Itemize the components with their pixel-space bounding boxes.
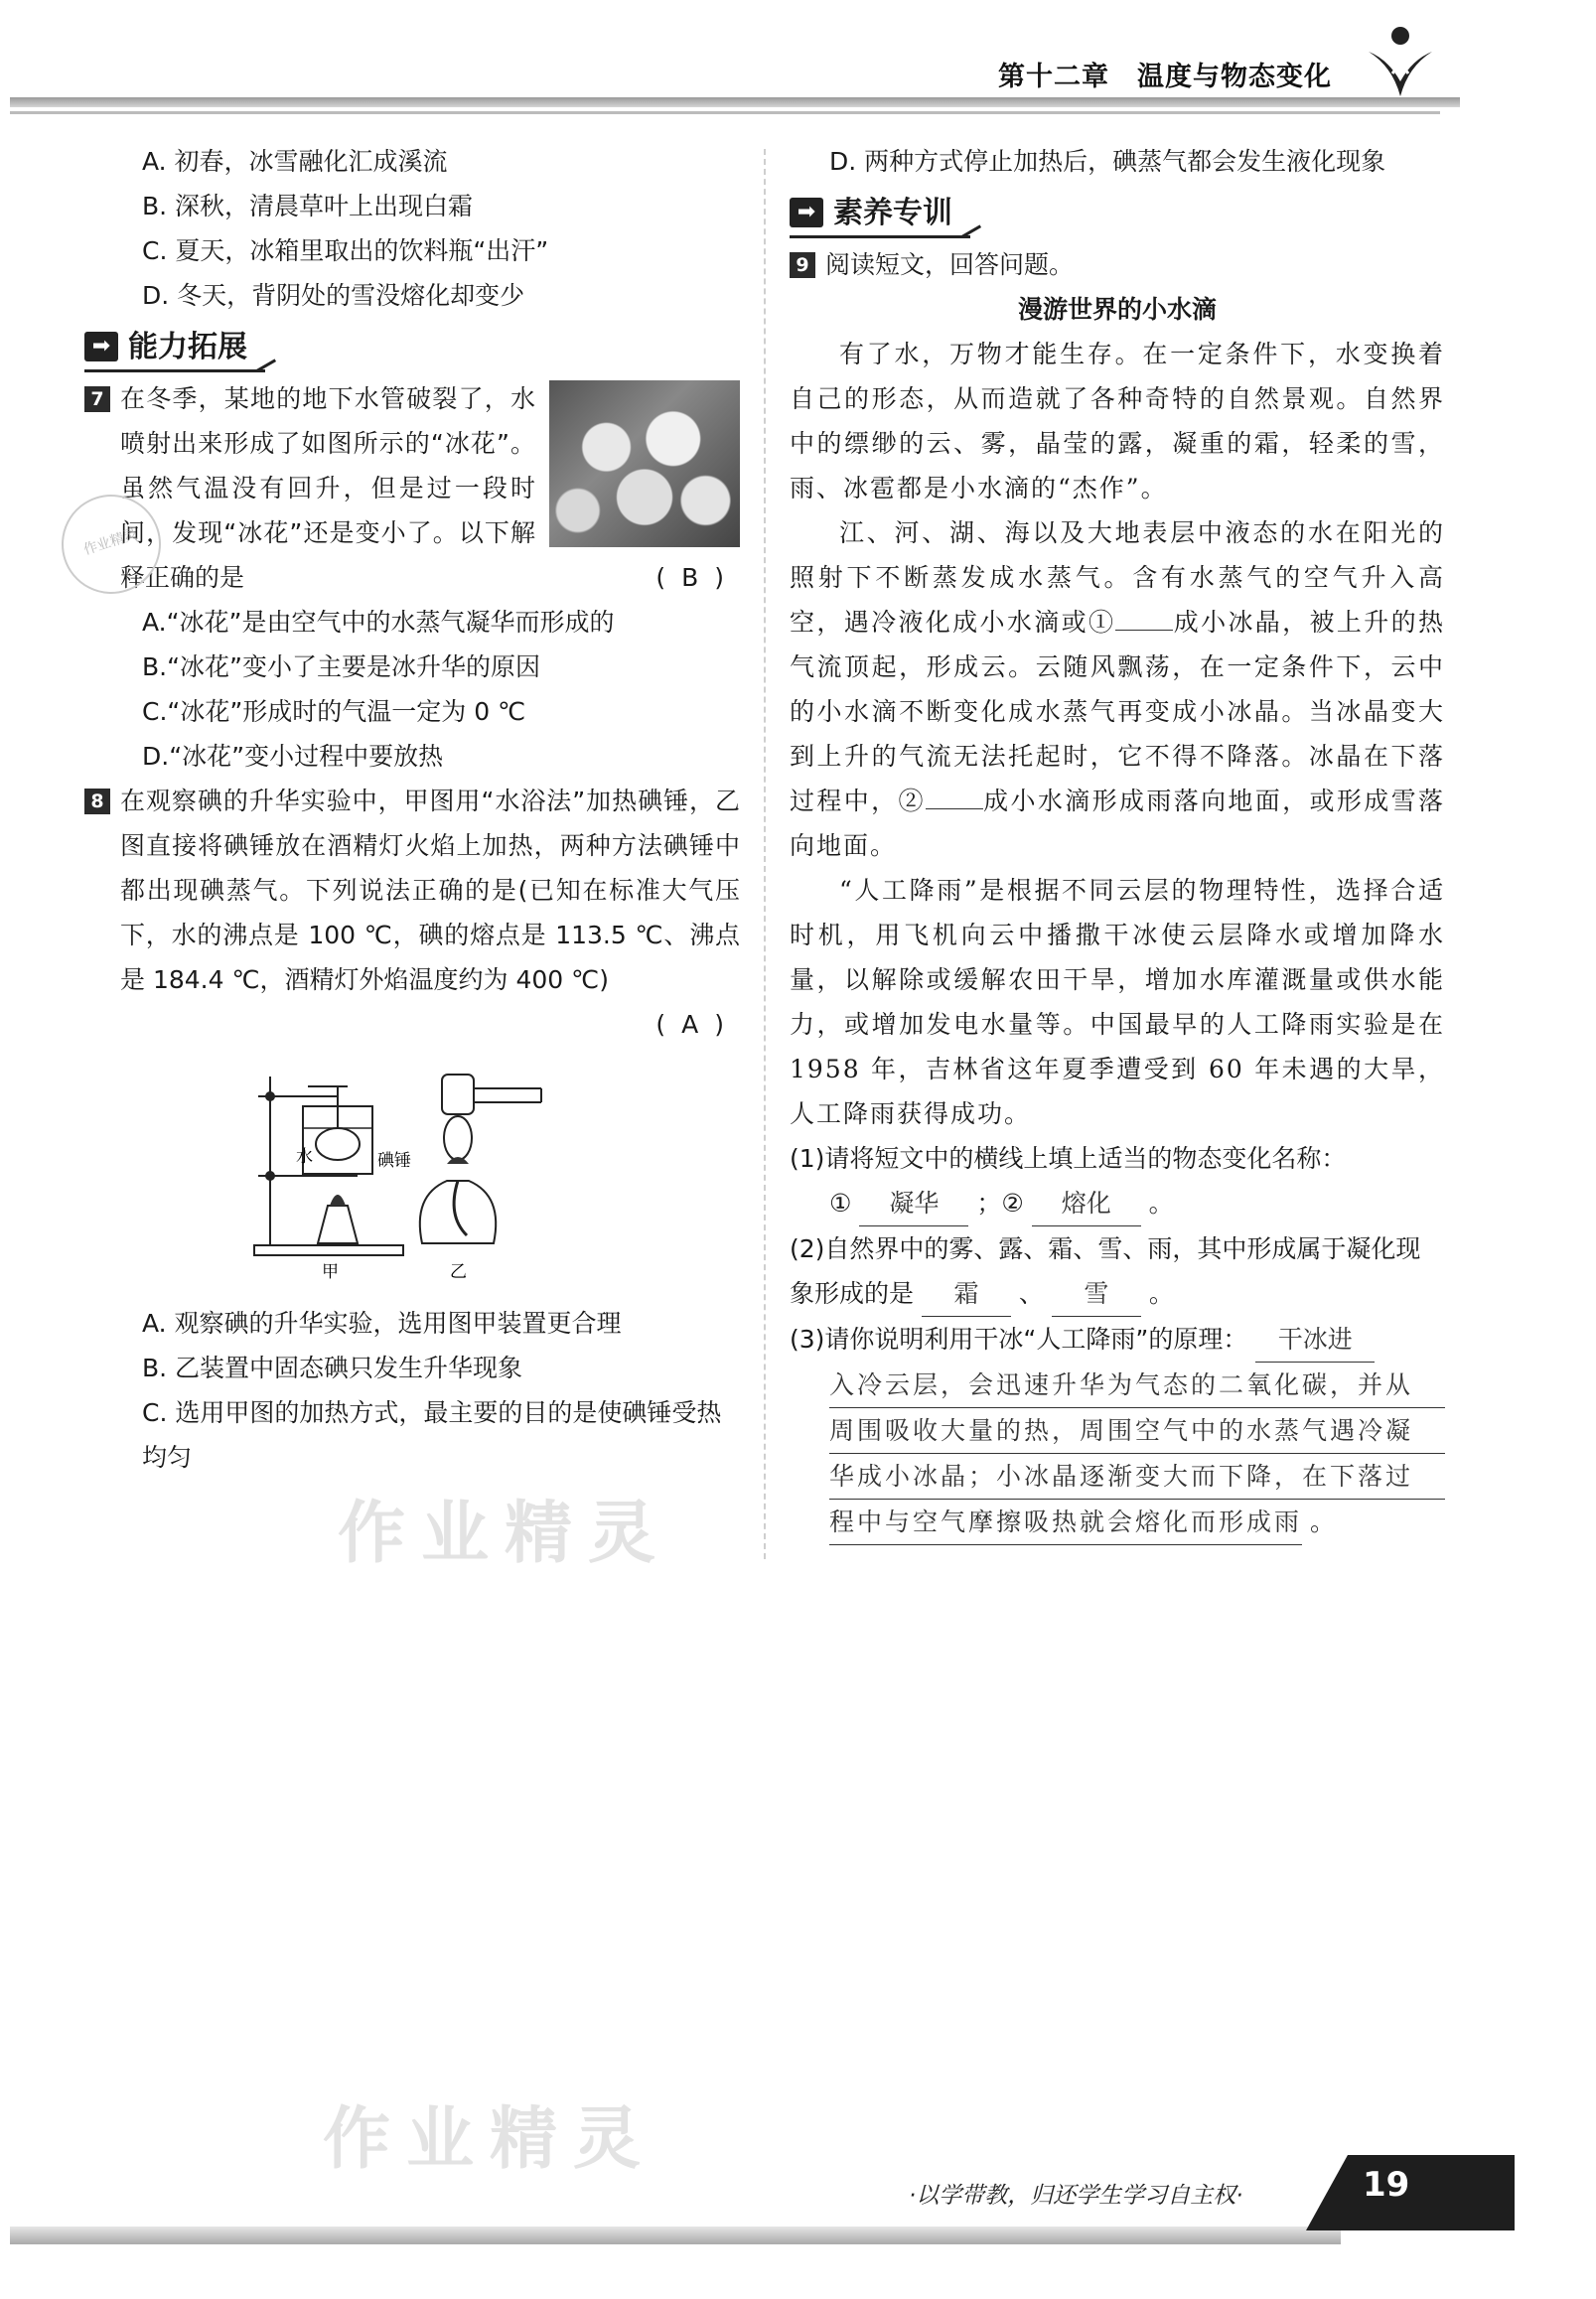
caption-a: 甲 <box>322 1262 339 1282</box>
article-paragraph-3: “人工降雨”是根据不同云层的物理特性，选择合适时机，用飞机向云中播撒干冰使云层降水或增加降水量，以解除或缓解农田干旱，增加水库灌溉量或供水能力，或增加发电水量等。中国最早的人工降雨实验是在 1958 年，吉林省这年夏季遭受到 60 年未遇的大旱，人工降雨获得成功。 <box>790 876 1445 1128</box>
answer-mark-1: ① <box>829 1189 852 1218</box>
q7-stem: 在冬季，某地的地下水管破裂了，水喷射出来形成了如图所示的“冰花”。虽然气温没有回升，但是过一段时间，发现“冰花”还是变小了。以下解释正确的是 <box>120 384 535 592</box>
answer-end: 。 <box>1148 1279 1174 1308</box>
answer-snow: 雪 <box>1052 1271 1141 1317</box>
sub-question-2-text: (2)自然界中的雾、露、霜、雪、雨，其中形成属于凝化现象形成的是 <box>790 1234 1421 1308</box>
paragraph-2-part-a: 江、河、湖、海以及大地表层中液态的水在阳光的照射下不断蒸发成水蒸气。含有水蒸气的空气升入高空，遇冷液化成小水滴或① <box>790 518 1445 637</box>
q8-option-a: A. 观察碘的升华实验，选用图甲装置更合理 <box>142 1309 622 1338</box>
q8-option-c: C. 选用甲图的加热方式，最主要的目的是使碘锤受热均匀 <box>142 1398 722 1472</box>
question-7 <box>84 376 740 600</box>
page-number: 19 <box>1363 2165 1410 2205</box>
answer-line-1: 干冰进 <box>1255 1317 1375 1363</box>
q6-option-d: D. 冬天，背阴处的雪没熔化却变少 <box>142 281 525 310</box>
answer-line-5: 程中与空气摩擦吸热就会熔化而形成雨 <box>829 1500 1302 1545</box>
sub-question-3-text: (3)请你说明利用干冰“人工降雨”的原理： <box>790 1325 1248 1354</box>
paragraph-2-part-c: 成小水滴形成雨落向地面，或形成雪落向地面。 <box>790 787 1445 860</box>
sub-question-1-answers <box>790 1181 1445 1226</box>
right-column <box>790 139 1445 1545</box>
answer-line-5-row <box>790 1500 1445 1545</box>
header-rule <box>10 111 1440 114</box>
ice-flower-photo <box>549 380 740 547</box>
answer-2: 熔化 <box>1032 1181 1141 1226</box>
q9-intro: 阅读短文，回答问题。 <box>825 250 1075 279</box>
blank-1 <box>1115 630 1173 631</box>
answer-end: 。 <box>1148 1189 1174 1218</box>
section-literacy-label: 素养专训 <box>833 195 952 230</box>
q8-stem: 在观察碘的升华实验中，甲图用“水浴法”加热碘锤，乙图直接将碘锤放在酒精灯火焰上加热，两种方法碘锤中都出现碘蒸气。下列说法正确的是(已知在标准大气压下，水的沸点是 100 ℃，碘的熔点是 113.5 ℃、沸点是 184.4 ℃，酒精灯外焰温度约为 400 ℃) <box>120 787 740 994</box>
section-ability <box>84 324 265 372</box>
watermark: 作业精灵 <box>338 1495 672 1573</box>
question-number: 9 <box>790 252 815 278</box>
q7-option-a: A.“冰花”是由空气中的水蒸气凝华而形成的 <box>142 608 615 637</box>
iodine-apparatus-figure <box>248 1067 576 1285</box>
answer-frost: 霜 <box>922 1271 1011 1317</box>
label-iodine-hammer: 碘锤 <box>377 1151 411 1171</box>
footer-slogan: ·以学带教，归还学生学习自主权· <box>909 2183 1243 2209</box>
article-title: 漫游世界的小水滴 <box>1017 295 1217 324</box>
paragraph-2-part-b: 成小冰晶，被上升的热气流顶起，形成云。云随风飘荡，在一定条件下，云中的小水滴不断变化成水蒸气再变成小冰晶。当冰晶变大到上升的气流无法托起时，它不得不降落。冰晶在下落过程中，② <box>790 608 1445 815</box>
blank-2 <box>926 808 983 809</box>
watermark: 作业精灵 <box>323 2100 657 2179</box>
q7-option-d: D.“冰花”变小过程中要放热 <box>142 742 444 771</box>
column-divider <box>764 149 766 1559</box>
answer-1: 凝华 <box>859 1181 968 1226</box>
caption-b: 乙 <box>450 1262 467 1282</box>
logo-icon <box>1363 22 1437 101</box>
q7-option-b: B.“冰花”变小了主要是冰升华的原因 <box>142 652 541 681</box>
question-number: 8 <box>84 789 110 814</box>
stamp: 作业精灵 <box>49 482 174 607</box>
section-arrow-icon: ➡ <box>790 198 823 227</box>
answer-line-2: 入冷云层，会迅速升华为气态的二氧化碳，并从 <box>829 1363 1445 1408</box>
q6-option-c: C. 夏天，冰箱里取出的饮料瓶“出汗” <box>142 236 549 265</box>
article-paragraph-2 <box>790 510 1445 868</box>
header-bar <box>10 97 1460 107</box>
section-literacy <box>790 190 970 238</box>
q6-option-a: A. 初春，冰雪融化汇成溪流 <box>142 147 448 176</box>
left-column <box>84 139 740 1480</box>
q7-option-c: C.“冰花”形成时的气温一定为 0 ℃ <box>142 697 526 726</box>
q8-option-d: D. 两种方式停止加热后，碘蒸气都会发生液化现象 <box>829 147 1386 176</box>
sub-question-1: (1)请将短文中的横线上填上适当的物态变化名称： <box>790 1144 1347 1173</box>
article-paragraph-1: 有了水，万物才能生存。在一定条件下，水变换着自己的形态，从而造就了各种奇特的自然景观。自然界中的缥缈的云、雾，晶莹的露，凝重的霜，轻柔的雪，雨、冰雹都是小水滴的“杰作”。 <box>790 340 1445 503</box>
answer-separator: 、 <box>1018 1279 1044 1308</box>
answer-line-4: 华成小冰晶；小冰晶逐渐变大而下降，在下落过 <box>829 1454 1445 1500</box>
section-arrow-icon: ➡ <box>84 332 118 361</box>
question-number: 7 <box>84 386 110 412</box>
label-water: 水 <box>296 1147 313 1167</box>
chapter-title: 第十二章 温度与物态变化 <box>998 62 1332 92</box>
answer-separator: ；② <box>976 1189 1024 1218</box>
q8-option-b: B. 乙装置中固态碘只发生升华现象 <box>142 1354 523 1382</box>
page-number-tab <box>1306 2155 1515 2230</box>
question-9 <box>790 242 1445 287</box>
question-8 <box>84 779 740 1002</box>
answer-end: 。 <box>1309 1508 1335 1536</box>
section-ability-label: 能力拓展 <box>128 329 247 364</box>
sub-question-3 <box>790 1317 1445 1363</box>
sub-question-2 <box>790 1226 1445 1317</box>
answer-line-3: 周围吸收大量的热，周围空气中的水蒸气遇冷凝 <box>829 1408 1445 1454</box>
q6-option-b: B. 深秋，清晨草叶上出现白霜 <box>142 192 474 220</box>
q7-answer: (B) <box>655 563 740 592</box>
footer-bar <box>10 2227 1341 2244</box>
q8-answer: (A) <box>655 1010 740 1039</box>
